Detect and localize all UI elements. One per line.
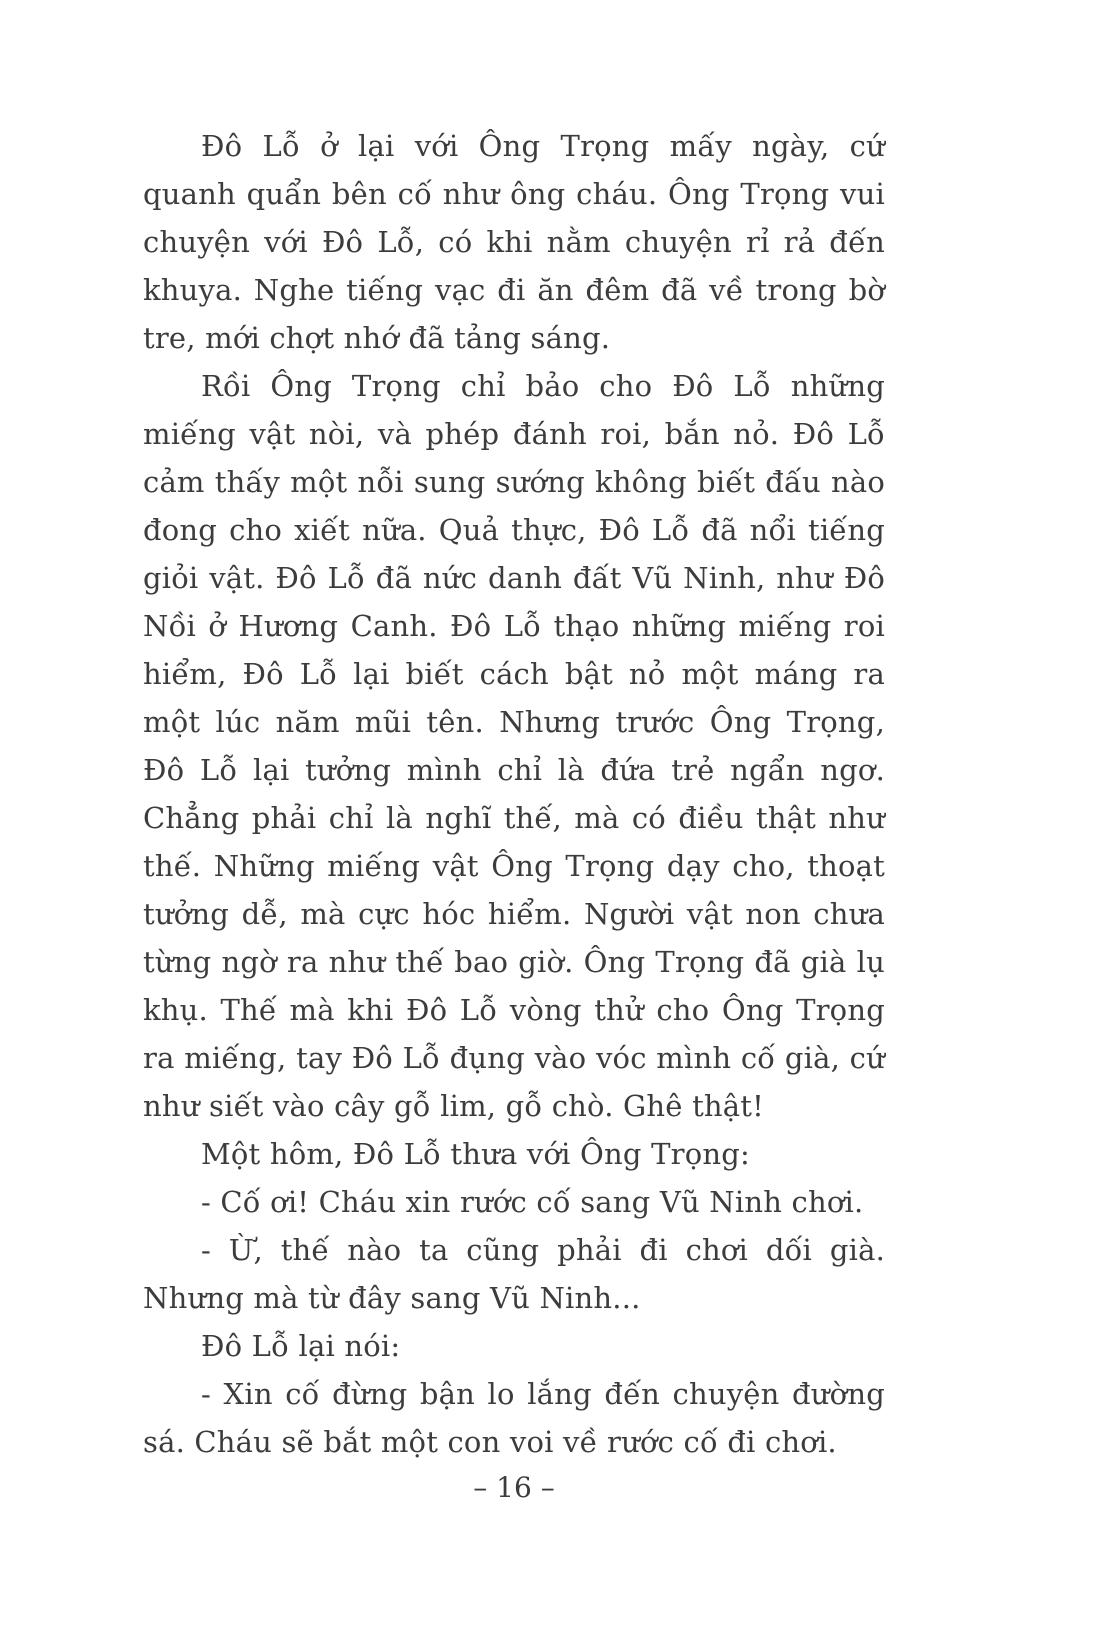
text-block: [143, 122, 885, 1466]
dialogue-paragraph: - Ừ, thế nào ta cũng phải đi chơi dối già. Nhưng mà từ đây sang Vũ Ninh...: [143, 1233, 885, 1315]
paragraph: Rồi Ông Trọng chỉ bảo cho Đô Lỗ những miếng vật nòi, và phép đánh roi, bắn nỏ. Đô Lỗ cảm thấy một nỗi sung sướng không biết đấu nào đong cho xiết nữa. Quả thực, Đô Lỗ đã nổi tiếng giỏi vật. Đô Lỗ đã nức danh đất Vũ Ninh, như Đô Nồi ở Hương Canh. Đô Lỗ thạo những miếng roi hiểm, Đô Lỗ lại biết cách bật nỏ một máng ra một lúc năm mũi tên. Nhưng trước Ông Trọng, Đô Lỗ lại tưởng mình chỉ là đứa trẻ ngẩn ngơ. Chẳng phải chỉ là nghĩ thế, mà có điều thật như thế. Những miếng vật Ông Trọng dạy cho, thoạt tưởng dễ, mà cực hóc hiểm. Người vật non chưa từng ngờ ra như thế bao giờ. Ông Trọng đã già lụ khụ. Thế mà khi Đô Lỗ vòng thử cho Ông Trọng ra miếng, tay Đô Lỗ đụng vào vóc mình cố già, cứ như siết vào cây gỗ lim, gỗ chò. Ghê thật!: [143, 369, 885, 1123]
dialogue-paragraph: - Xin cố đừng bận lo lắng đến chuyện đường sá. Cháu sẽ bắt một con voi về rước cố đi chơi.: [143, 1377, 885, 1459]
dialogue-paragraph: - Cố ơi! Cháu xin rước cố sang Vũ Ninh chơi.: [201, 1185, 864, 1219]
page-number: – 16 –: [473, 1471, 555, 1504]
paragraph: Đô Lỗ lại nói:: [201, 1329, 401, 1363]
paragraph: Đô Lỗ ở lại với Ông Trọng mấy ngày, cứ quanh quẩn bên cố như ông cháu. Ông Trọng vui chuyện với Đô Lỗ, có khi nằm chuyện rỉ rả đến khuya. Nghe tiếng vạc đi ăn đêm đã về trong bờ tre, mới chợt nhớ đã tảng sáng.: [143, 129, 885, 355]
paragraph: Một hôm, Đô Lỗ thưa với Ông Trọng:: [201, 1137, 750, 1171]
